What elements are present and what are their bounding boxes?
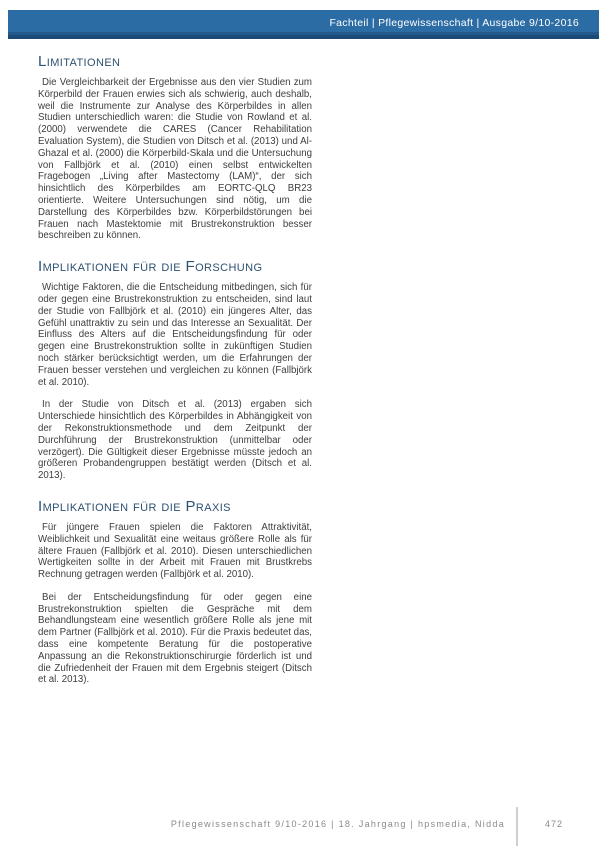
paragraph: In der Studie von Ditsch et al. (2013) ergaben sich Unterschiede hinsichtlich des Körperbildes in Abhängigkeit von der Rekonstruktionsmethode und dem Zeitpunkt der Durchführung der Brustrekonstruktion (unmittelbar oder verzögert). Die Gültigkeit dieser Ergebnisse müsste jedoch an größeren Probandengruppen bestätigt werden (Ditsch et al. 2013).	[38, 399, 312, 482]
section-heading: Implikationen für die Praxis	[38, 497, 231, 515]
paragraph: Wichtige Faktoren, die die Entscheidung mitbedingen, sich für oder gegen eine Brustrekonstruktion zu entscheiden, sind laut der Studie von Fallbjörk et al. (2010) ein jüngeres Alter, das Gefühl unattraktiv zu sein und das Interesse an Sexualität. Der Einfluss des Alters auf die Entscheidungsfindung für oder gegen eine Brustrekonstruktion sollte in zukünftigen Studien noch stärker berücksichtigt werden, um die Erfahrungen der Frauen besser verstehen und vergleichen zu können (Fallbjörk et al. 2010).	[38, 282, 312, 388]
footer-page-number: 472	[544, 819, 564, 829]
section-heading: Implikationen für die Forschung	[38, 258, 263, 276]
section-implikationen-praxis	[38, 498, 312, 686]
footer-journal-line: Pflegewissenschaft 9/10-2016 | 18. Jahrgang | hpsmedia, Nidda	[170, 819, 505, 829]
section-limitationen	[38, 53, 312, 242]
section-heading: Limitationen	[38, 53, 121, 70]
header-bar	[8, 10, 599, 39]
paragraph: Bei der Entscheidungsfindung für oder gegen eine Brustrekonstruktion spielten die Gespräche mit dem Behandlungsteam eine wesentlich größere Rolle als jene mit dem Partner (Fallbjörk et al. 2010). Für die Praxis bedeutet das, dass eine kompetente Beratung für die postoperative Anpassung an die Rekonstruktionschirurgie förderlich ist und die Zufriedenheit der Frauen mit dem Ergebnis steigert (Ditsch et al. 2013).	[38, 591, 312, 686]
header-bar-text: Fachteil | Pflegewissenschaft | Ausgabe 9/10-2016	[329, 16, 579, 29]
paragraph: Für jüngere Frauen spielen die Faktoren Attraktivität, Weiblichkeit und Sexualität eine weitaus größere Rolle als für ältere Frauen (Fallbjörk et al. 2010). Diesen unterschiedlichen Wertigkeiten sollte in der Arbeit mit Frauen mit Brustkrebs Rechnung getragen werden (Fallbjörk et al. 2010).	[38, 521, 312, 581]
footer-divider	[516, 807, 518, 846]
section-implikationen-forschung	[38, 258, 312, 482]
article-column	[38, 53, 312, 697]
paragraph: Die Vergleichbarkeit der Ergebnisse aus den vier Studien zum Körperbild der Frauen erwies sich als schwierig, auch deshalb, weil die Instrumente zur Analyse des Körperbildes in allen Studien unterschiedlich waren: die Studie von Rowland et al. (2000) verwendete die CARES (Cancer Rehabilitation Evaluation System), die Studien von Ditsch et al. (2013) und Al-Ghazal et al. (2000) die Körperbild-Skala und die Untersuchung von Fallbjörk et al. (2010) einen selbst entwickelten Fragebogen „Living after Mastectomy (LAM)“, der sich hinsichtlich des Körperbildes am EORTC-QLQ BR23 orientierte. Weitere Untersuchungen sind nötig, um die Darstellung des Körperbildes bzw. Körperbildstörungen bei Frauen nach Mastektomie mit Brustrekonstruktion besser beschreiben zu können.	[38, 77, 312, 242]
